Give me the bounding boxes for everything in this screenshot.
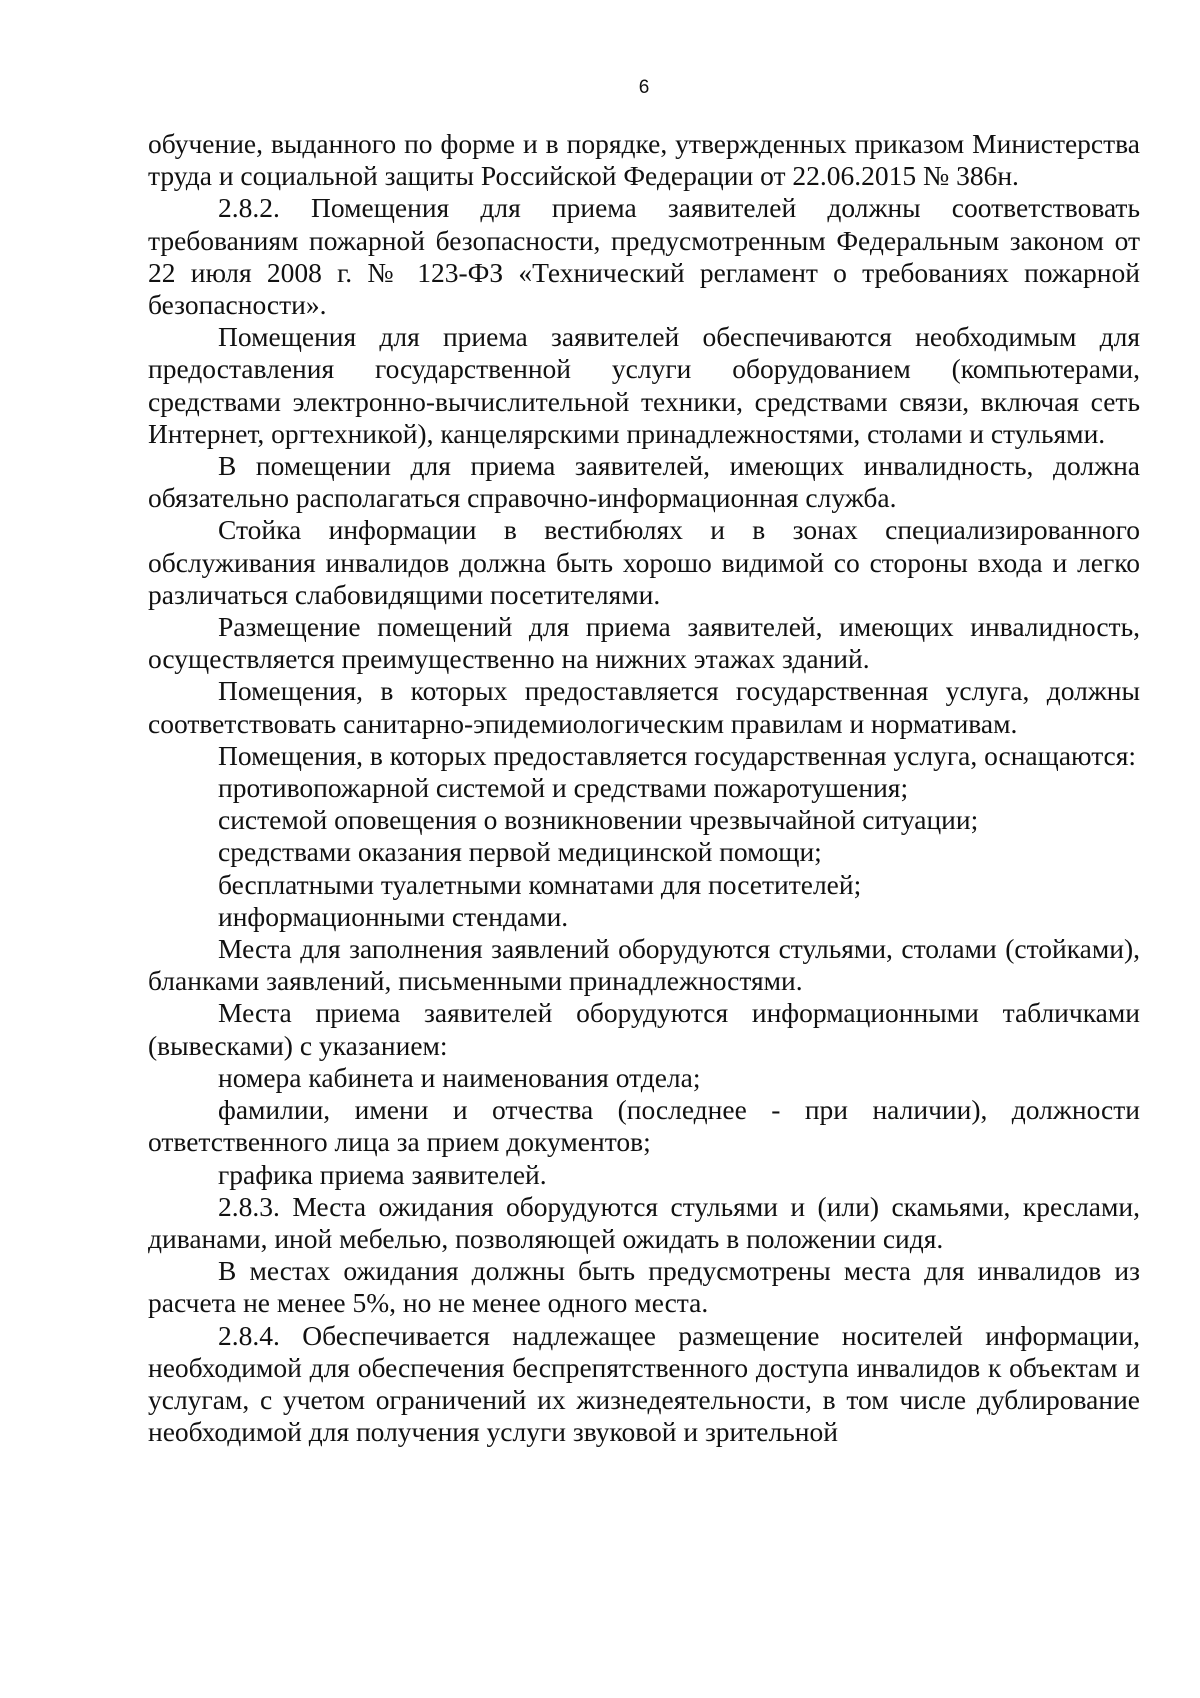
list-item: средствами оказания первой медицинской помощи; (218, 836, 822, 868)
paragraph-disabled-seats: В местах ожидания должны быть предусмотрены места для инвалидов из расчета не менее 5%, но не менее одного места. (148, 1255, 1140, 1319)
paragraph-lower-floors: Размещение помещений для приема заявителей, имеющих инвалидность, осуществляется преимущественно на нижних этажах зданий. (148, 611, 1140, 675)
page-number: 6 (638, 77, 650, 98)
list-item: информационными стендами. (218, 900, 569, 932)
list-item: противопожарной системой и средствами пожаротушения; (218, 772, 909, 804)
paragraph-info-desk: Стойка информации в вестибюлях и в зонах специализированного обслуживания инвалидов должна быть хорошо видимой со стороны входа и легко различаться слабовидящими посетителями. (148, 514, 1140, 610)
paragraph-sanitary: Помещения, в которых предоставляется государственная услуга, должны соответствовать санитарно-эпидемиологическим правилам и нормативам. (148, 675, 1140, 739)
list-item: фамилии, имени и отчества (последнее - при наличии), должности ответственного лица за прием документов; (148, 1094, 1140, 1158)
paragraph-info-service: В помещении для приема заявителей, имеющих инвалидность, должна обязательно располагаться справочно-информационная служба. (148, 450, 1140, 514)
list-item: системой оповещения о возникновении чрезвычайной ситуации; (218, 804, 979, 836)
paragraph-filling-places: Места для заполнения заявлений оборудуются стульями, столами (стойками), бланками заявлений, письменными принадлежностями. (148, 933, 1140, 997)
paragraph-2-8-4: 2.8.4. Обеспечивается надлежащее размещение носителей информации, необходимой для обеспечения беспрепятственного доступа инвалидов к объектам и услугам, с учетом ограничений их жизнедеятельности, в том числе дублирование необходимой для получения услуги звуковой и зрительной (148, 1319, 1140, 1448)
paragraph-signs: Места приема заявителей оборудуются информационными табличками (вывесками) с указанием: (148, 997, 1140, 1061)
document-body (148, 128, 1140, 1448)
paragraph-equipment: Помещения для приема заявителей обеспечиваются необходимым для предоставления государственной услуги оборудованием (компьютерами, средствами электронно-вычислительной техники, средствами связи, включая сеть Интернет, оргтехникой), канцелярскими принадлежностями, столами и стульями. (148, 321, 1140, 449)
paragraph-continuation: обучение, выданного по форме и в порядке, утвержденных приказом Министерства труда и социальной защиты Российской Федерации от 22.06.2015 № 386н. (148, 128, 1140, 192)
list-item: бесплатными туалетными комнатами для посетителей; (218, 868, 862, 900)
list-item: графика приема заявителей. (218, 1158, 547, 1190)
paragraph-2-8-2: 2.8.2. Помещения для приема заявителей должны соответствовать требованиям пожарной безопасности, предусмотренным Федеральным законом от 22 июля 2008 г. № 123-ФЗ «Технический регламент о требованиях пожарной безопасности». (148, 192, 1140, 321)
paragraph-2-8-3: 2.8.3. Места ожидания оборудуются стульями и (или) скамьями, креслами, диванами, иной мебелью, позволяющей ожидать в положении сидя. (148, 1190, 1140, 1254)
list-item: номера кабинета и наименования отдела; (218, 1061, 701, 1093)
paragraph-equipped-with: Помещения, в которых предоставляется государственная услуга, оснащаются: (218, 739, 1137, 771)
